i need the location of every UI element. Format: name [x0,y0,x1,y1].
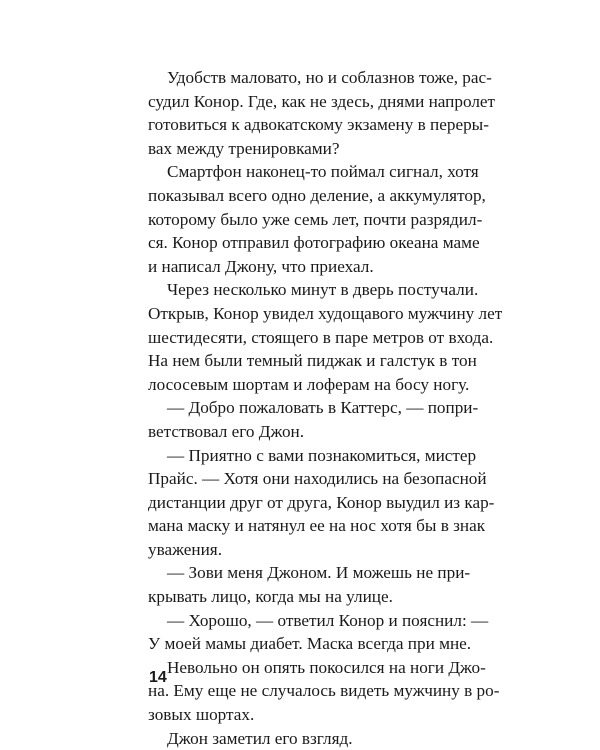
text-line: Открыв, Конор увидел худощавого мужчину лет [148,303,503,323]
text-line: Удобств маловато, но и соблазнов тоже, рас- [167,68,492,87]
text-line: зовых шортах. [148,705,255,725]
text-line: У моей мамы диабет. Маска всегда при мне. [148,634,472,654]
body-text [148,66,503,750]
text-line: показывал всего одно деление, а аккумулятор, [148,185,486,205]
text-line: Джон заметил его взгляд. [167,728,353,748]
text-line: на. Ему еще не случалось видеть мужчину в ро- [148,681,500,701]
text-line: — Зови меня Джоном. И можешь не при- [167,563,471,583]
text-line: Невольно он опять покосился на ноги Джо- [167,657,486,677]
text-line: которому было уже семь лет, почти разрядил- [148,209,483,229]
text-line: ся. Конор отправил фотографию океана маме [148,233,480,253]
text-line: уважения. [148,539,222,559]
text-line: — Добро пожаловать в Каттерс, — попри- [167,398,479,418]
text-line: ветствовал его Джон. [148,421,305,441]
text-line: и написал Джону, что приехал. [148,256,374,276]
text-line: вах между тренировками? [148,138,340,158]
text-line: крывать лицо, когда мы на улице. [148,587,393,607]
text-line: шестидесяти, стоящего в паре метров от входа. [148,327,494,347]
text-line: лососевым шортам и лоферам на босу ногу. [148,374,470,394]
page-number: 14 [149,669,167,686]
text-line: Через несколько минут в дверь постучали. [167,280,479,300]
text-line: судил Конор. Где, как не здесь, днями напролет [148,91,496,111]
text-line: — Приятно с вами познакомиться, мистер [167,445,477,465]
text-line: Смартфон наконец-то поймал сигнал, хотя [167,162,479,182]
text-line: — Хорошо, — ответил Конор и пояснил: — [167,610,489,630]
text-line: дистанции друг от друга, Конор выудил из кар- [148,492,495,512]
text-line: готовиться к адвокатскому экзамену в переры- [148,115,489,135]
text-line: мана маску и натянул ее на нос хотя бы в знак [148,516,486,536]
text-line: Прайс. — Хотя они находились на безопасной [148,469,487,489]
text-line: На нем были темный пиджак и галстук в тон [148,351,477,371]
